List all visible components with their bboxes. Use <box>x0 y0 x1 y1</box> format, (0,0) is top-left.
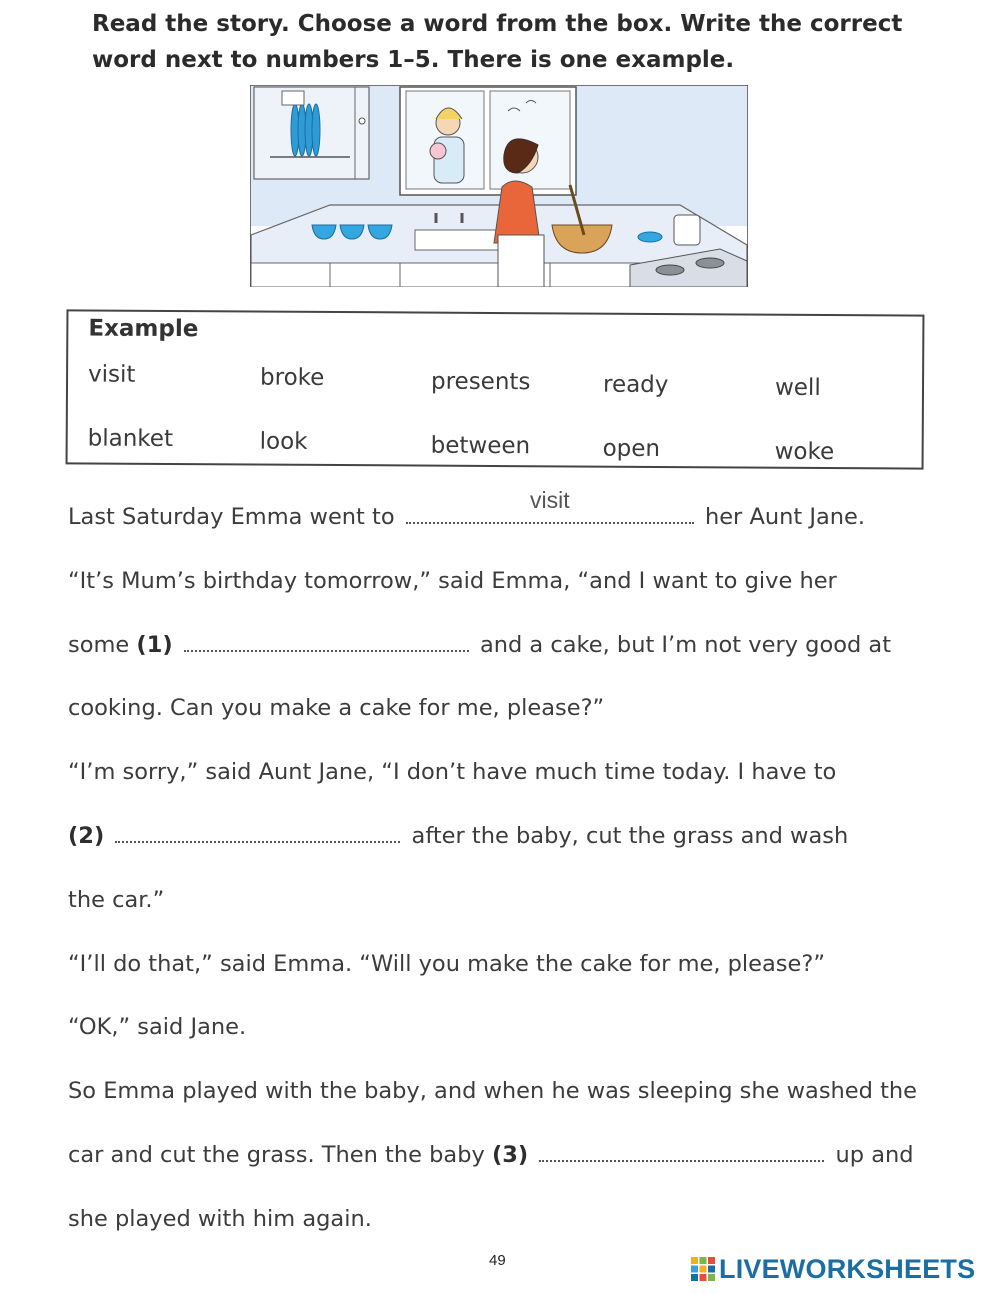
brand-name: LIVEWORKSHEETS <box>719 1253 976 1284</box>
question-number-2: (2) <box>68 822 105 849</box>
story-line: “It’s Mum’s birthday tomorrow,” said Emma, “and I want to give her <box>68 567 837 594</box>
story-text: Last Saturday Emma went to <box>68 504 395 530</box>
brand-footer <box>690 1252 975 1286</box>
word-option: ready <box>602 371 669 399</box>
story-line <box>68 625 948 689</box>
word-option: well <box>774 374 821 401</box>
story <box>68 487 948 1263</box>
story-line <box>68 487 948 561</box>
question-number-3: (3) <box>491 1141 529 1168</box>
example-label: Example <box>88 315 199 343</box>
word-option: blanket <box>87 425 174 453</box>
instructions: Read the story. Choose a word from the box. Write the correct word next to numbers 1–5. There is one example. <box>92 11 903 73</box>
answer-blank-2[interactable] <box>115 817 400 843</box>
word-option: between <box>430 432 531 460</box>
word-option: open <box>602 435 661 463</box>
story-line <box>68 1135 948 1199</box>
story-text: and a cake, but I’m not very good at <box>479 631 892 658</box>
example-answer: visit <box>529 487 570 513</box>
story-text: car and cut the grass. Then the baby <box>68 1141 485 1168</box>
story-line: the car.” <box>68 886 165 913</box>
story-line: “I’ll do that,” said Emma. “Will you make the cake for me, please?” <box>68 950 825 977</box>
story-text: some <box>68 631 130 658</box>
word-box <box>66 309 925 469</box>
story-text: after the baby, cut the grass and wash <box>411 822 849 849</box>
question-number-1: (1) <box>136 631 173 658</box>
word-option: broke <box>259 364 325 391</box>
kitchen-illustration <box>250 85 748 287</box>
answer-blank-3[interactable] <box>539 1136 824 1162</box>
page-number: 49 <box>489 1252 506 1269</box>
story-text: her Aunt Jane. <box>704 504 866 530</box>
answer-blank-1[interactable] <box>184 626 469 652</box>
word-option: woke <box>774 438 835 466</box>
story-line: cooking. Can you make a cake for me, please?” <box>68 695 605 722</box>
story-line: “OK,” said Jane. <box>68 1014 247 1041</box>
example-blank <box>406 487 694 524</box>
brand-logo-icon <box>690 1256 716 1282</box>
story-line: she played with him again. <box>68 1205 372 1232</box>
story-text: up and <box>835 1141 914 1168</box>
word-option: presents <box>430 368 531 396</box>
story-line: So Emma played with the baby, and when he was sleeping she washed the <box>68 1078 918 1105</box>
story-line <box>68 816 948 880</box>
word-option: visit <box>88 361 136 388</box>
story-line: “I’m sorry,” said Aunt Jane, “I don’t have much time today. I have to <box>68 759 837 786</box>
word-option: look <box>259 428 308 455</box>
